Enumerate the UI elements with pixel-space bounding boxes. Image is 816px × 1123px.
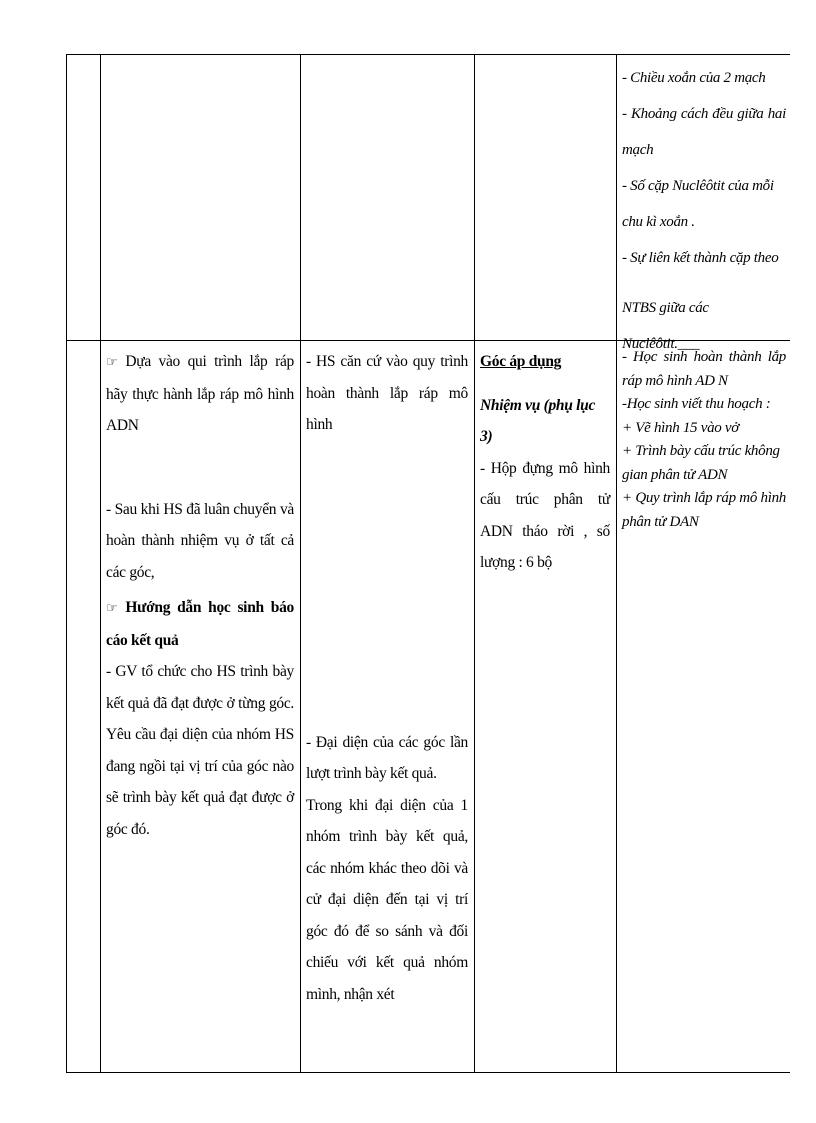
row1-col4-line-5-underline: ___	[677, 336, 700, 352]
pointing-hand-icon: ☞	[106, 601, 118, 616]
teacher-instruction-3	[106, 592, 294, 656]
teacher-instruction-4: - GV tổ chức cho HS trình bày kết quả đã đạt được ở từng góc. Yêu cầu đại diện của nhóm HS đang ngồi tại vị trí của góc nào sẽ trình bày kết quả đạt được ở góc đó.	[106, 663, 294, 838]
row1-col4-line-3: - Số cặp Nuclêôtit của mỗi chu kì xoắn .	[622, 178, 774, 230]
teacher-instruction-1-text: Dựa vào qui trình lắp ráp hãy thực hành lắp ráp mô hình ADN	[106, 353, 294, 434]
row1-col4-line-4: - Sự liên kết thành cặp theo	[622, 250, 779, 266]
result-line-3: + Vẽ hình 15 vào vở	[622, 419, 739, 436]
corner-materials: - Hộp đựng mô hình cấu trúc phân tử ADN tháo rời , số lượng : 6 bộ	[480, 459, 610, 571]
row1-col4-cell	[622, 60, 786, 362]
corner-title: Góc áp dụng	[480, 353, 562, 370]
student-activity-1: - HS căn cứ vào quy trình hoàn thành lắp ráp mô hình	[306, 353, 468, 433]
table-top-border	[66, 54, 790, 55]
student-activity-3: Trong khi đại diện của 1 nhóm trình bày kết quả, các nhóm khác theo dõi và cử đại diện đến tại vị trí góc đó để so sánh và đối chiếu với kết quả nhóm mình, nhận xét	[306, 796, 468, 1003]
col-border-1	[100, 54, 101, 1073]
row2-col4-cell	[622, 346, 786, 534]
row2-col1-cell	[106, 346, 294, 845]
col-border-2	[300, 54, 301, 1073]
row1-col4-line-1: - Chiều xoắn của 2 mạch	[622, 70, 766, 86]
col-border-4	[616, 54, 617, 1073]
row1-col4-line-2: - Khoảng cách đều giữa hai mạch	[622, 106, 786, 158]
table-bottom-border	[66, 1072, 790, 1073]
corner-task: Nhiệm vụ (phụ lục 3)	[480, 396, 596, 445]
row1-col4-line-5-text: NTBS giữa các Nuclêôtit.	[622, 300, 709, 352]
result-line-2: -Học sinh viết thu hoạch :	[622, 396, 771, 412]
col-border-0	[66, 54, 67, 1073]
col-border-3	[474, 54, 475, 1073]
student-activity-2: - Đại diện của các góc lần lượt trình bày kết quả.	[306, 733, 468, 782]
result-line-4: + Trình bày cấu trúc không gian phân tử ADN	[622, 443, 780, 483]
pointing-hand-icon: ☞	[106, 355, 118, 370]
result-line-1: - Học sinh hoàn thành lắp ráp mô hình AD N	[622, 349, 786, 389]
row2-col3-cell	[480, 346, 610, 579]
teacher-instruction-2: - Sau khi HS đã luân chuyển và hoàn thành nhiệm vụ ở tất cả các góc,	[106, 500, 294, 581]
teacher-instruction-3-text: Hướng dẫn học sinh báo cáo kết quả	[106, 599, 294, 649]
result-line-5: + Quy trình lắp ráp mô hình phân tử DAN	[622, 490, 786, 530]
teacher-instruction-1	[106, 346, 294, 442]
row2-col2-cell	[306, 346, 468, 1010]
